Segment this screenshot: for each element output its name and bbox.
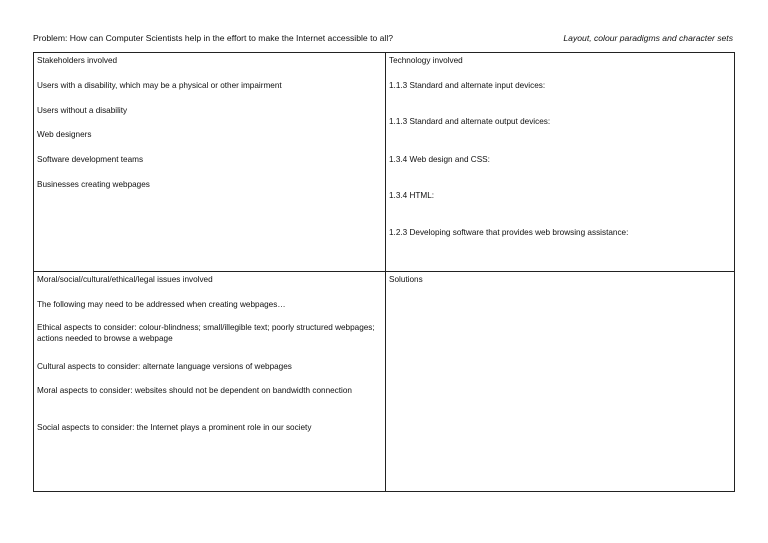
issues-cell: [37, 274, 382, 488]
stakeholder-item: Users with a disability, which may be a physical or other impairment: [37, 81, 282, 90]
solutions-title: Solutions: [389, 275, 423, 284]
issue-item: Moral aspects to consider: websites should not be dependent on bandwidth connection: [37, 386, 352, 395]
issue-item: Cultural aspects to consider: alternate language versions of webpages: [37, 362, 292, 371]
issues-title: Moral/social/cultural/ethical/legal issues involved: [37, 275, 213, 284]
technology-cell: [389, 55, 729, 269]
technology-item: 1.2.3 Developing software that provides web browsing assistance:: [389, 228, 629, 237]
technology-item: 1.3.4 HTML:: [389, 191, 435, 200]
technology-item: 1.1.3 Standard and alternate input devices:: [389, 81, 546, 90]
technology-item: 1.1.3 Standard and alternate output devices:: [389, 117, 551, 126]
topic-subtitle: Layout, colour paradigms and character sets: [563, 33, 733, 43]
issue-item: Social aspects to consider: the Internet plays a prominent role in our society: [37, 423, 312, 432]
stakeholder-item: Businesses creating webpages: [37, 180, 150, 189]
issue-item: Ethical aspects to consider: colour-blindness; small/illegible text; poorly structured webpages; actions needed to browse a webpage: [37, 323, 375, 343]
analysis-table: [33, 52, 735, 492]
stakeholder-item: Users without a disability: [37, 106, 128, 115]
issue-item: The following may need to be addressed when creating webpages…: [37, 300, 286, 309]
stakeholder-item: Software development teams: [37, 155, 144, 164]
stakeholders-cell: [37, 55, 382, 269]
row-divider: [34, 271, 734, 272]
technology-item: 1.3.4 Web design and CSS:: [389, 155, 490, 164]
column-divider: [385, 53, 386, 491]
problem-statement: Problem: How can Computer Scientists help in the effort to make the Internet accessible to all?: [33, 33, 394, 43]
stakeholders-title: Stakeholders involved: [37, 56, 118, 65]
stakeholder-item: Web designers: [37, 130, 92, 139]
solutions-cell: [389, 274, 729, 488]
page-header: [33, 33, 733, 47]
technology-title: Technology involved: [389, 56, 463, 65]
